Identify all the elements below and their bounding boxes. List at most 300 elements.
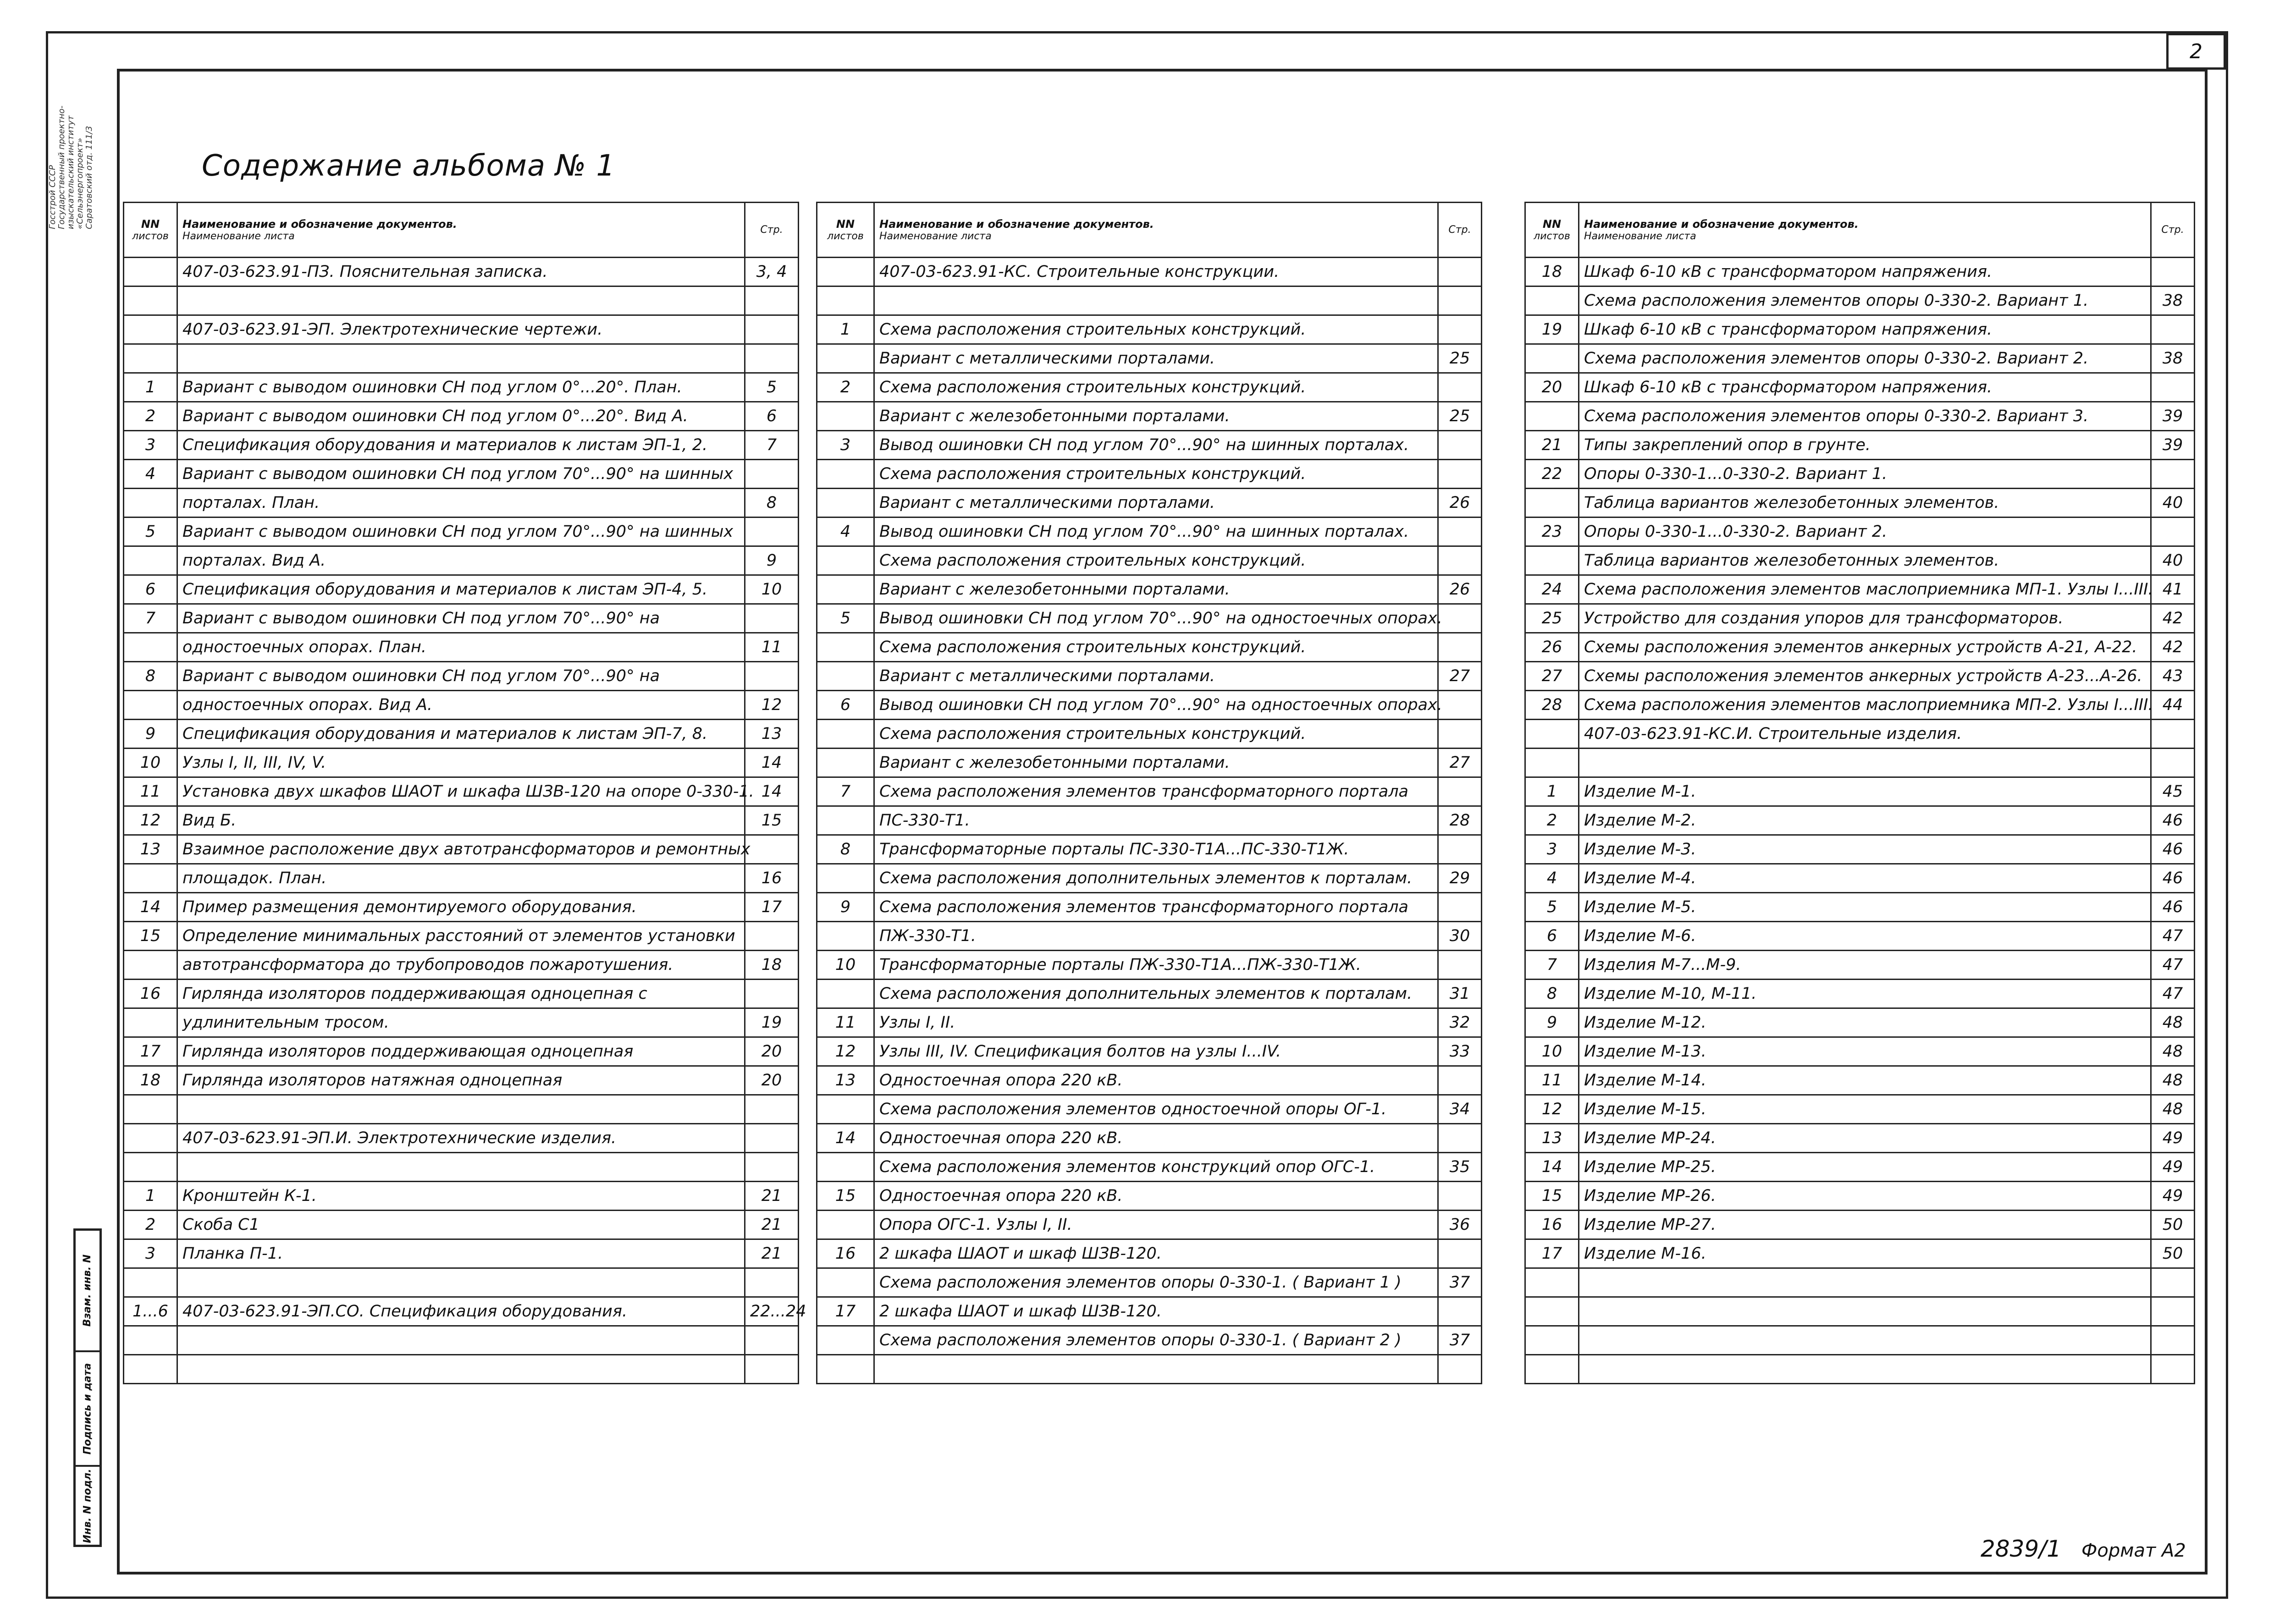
- row-document-name: порталах. Вид А.: [177, 546, 745, 575]
- row-page: [1438, 893, 1482, 922]
- row-document-name: [177, 286, 745, 315]
- page-title: Содержание альбома № 1: [202, 149, 616, 183]
- table-row: [124, 1095, 799, 1124]
- header-page: Стр.: [745, 203, 799, 258]
- table-row: [1525, 546, 2195, 575]
- row-page: 47: [2151, 922, 2195, 951]
- row-page: [745, 662, 799, 691]
- row-sheet-number: [124, 1008, 177, 1037]
- row-sheet-number: 2: [124, 402, 177, 431]
- table-row: [817, 575, 1482, 604]
- row-sheet-number: 11: [124, 777, 177, 806]
- row-page: [2151, 1355, 2195, 1384]
- row-sheet-number: [817, 1355, 874, 1384]
- row-sheet-number: 24: [1525, 575, 1579, 604]
- row-sheet-number: 8: [124, 662, 177, 691]
- row-page: [745, 1355, 799, 1384]
- row-document-name: Вариант с выводом ошиновки СН под углом 70°...90° на шинных: [177, 517, 745, 546]
- row-document-name: 2 шкафа ШАОТ и шкаф ШЗВ-120.: [874, 1239, 1438, 1268]
- row-sheet-number: 10: [817, 951, 874, 980]
- table-row: [817, 835, 1482, 864]
- row-document-name: Вариант с железобетонными порталами.: [874, 575, 1438, 604]
- row-page: 48: [2151, 1037, 2195, 1066]
- row-page: 49: [2151, 1153, 2195, 1182]
- row-document-name: Шкаф 6-10 кВ с трансформатором напряжения.: [1579, 315, 2151, 344]
- row-page: 49: [2151, 1124, 2195, 1153]
- row-document-name: Одностоечная опора 220 кВ.: [874, 1124, 1438, 1153]
- row-document-name: Схема расположения строительных конструкций.: [874, 460, 1438, 489]
- row-document-name: Схема расположения элементов опоры 0-330-2. Вариант 2.: [1579, 344, 2151, 373]
- row-document-name: Изделие М-6.: [1579, 922, 2151, 951]
- table-row: [1525, 402, 2195, 431]
- row-sheet-number: 10: [1525, 1037, 1579, 1066]
- header-nn: NN: [836, 218, 855, 231]
- row-page: 8: [745, 489, 799, 517]
- row-sheet-number: 9: [1525, 1008, 1579, 1037]
- table-row: [1525, 633, 2195, 662]
- row-page: 40: [2151, 489, 2195, 517]
- table-row: [1525, 1066, 2195, 1095]
- row-sheet-number: 6: [817, 691, 874, 720]
- row-page: 37: [1438, 1326, 1482, 1355]
- table-row: [124, 1037, 799, 1066]
- row-sheet-number: 19: [1525, 315, 1579, 344]
- row-page: 48: [2151, 1095, 2195, 1124]
- row-sheet-number: 15: [124, 922, 177, 951]
- table-row: [124, 1355, 799, 1384]
- row-document-name: Изделие МР-27.: [1579, 1211, 2151, 1239]
- row-page: [1438, 835, 1482, 864]
- row-document-name: Определение минимальных расстояний от элементов установки: [177, 922, 745, 951]
- row-document-name: Схема расположения строительных конструкций.: [874, 720, 1438, 749]
- side-stamp: [73, 1228, 102, 1547]
- sheet-format: Формат А2: [2081, 1540, 2186, 1561]
- row-page: [2151, 315, 2195, 344]
- row-page: 37: [1438, 1268, 1482, 1297]
- header-document-title: Наименование и обозначение документов.: [182, 218, 457, 231]
- row-document-name: Вариант с металлическими порталами.: [874, 662, 1438, 691]
- row-sheet-number: [124, 315, 177, 344]
- header-document-title: Наименование и обозначение документов.: [879, 218, 1154, 231]
- row-document-name: Схема расположения элементов опоры 0-330-1. ( Вариант 1 ): [874, 1268, 1438, 1297]
- row-document-name: ПС-330-Т1.: [874, 806, 1438, 835]
- row-page: 3, 4: [745, 258, 799, 286]
- row-sheet-number: 10: [124, 749, 177, 777]
- row-sheet-number: 15: [1525, 1182, 1579, 1211]
- row-page: [745, 604, 799, 633]
- row-sheet-number: [817, 489, 874, 517]
- corner-stamp-line: Государственный проектно-: [57, 105, 66, 229]
- table-row: [1525, 1239, 2195, 1268]
- row-page: 14: [745, 749, 799, 777]
- row-sheet-number: [817, 1095, 874, 1124]
- row-page: 21: [745, 1211, 799, 1239]
- row-document-name: Взаимное расположение двух автотрансформаторов и ремонтных: [177, 835, 745, 864]
- row-sheet-number: 4: [817, 517, 874, 546]
- table-row: [1525, 864, 2195, 893]
- row-page: [2151, 460, 2195, 489]
- table-row: [124, 720, 799, 749]
- row-sheet-number: 3: [124, 1239, 177, 1268]
- row-document-name: Изделие М-1.: [1579, 777, 2151, 806]
- table-row: [1525, 777, 2195, 806]
- row-document-name: Схема расположения дополнительных элементов к порталам.: [874, 980, 1438, 1008]
- contents-table-middle: [816, 202, 1482, 1384]
- row-page: [745, 517, 799, 546]
- row-page: 20: [745, 1066, 799, 1095]
- row-page: 48: [2151, 1066, 2195, 1095]
- row-page: 38: [2151, 344, 2195, 373]
- row-document-name: Узлы I, II, III, IV, V.: [177, 749, 745, 777]
- row-sheet-number: 1: [124, 1182, 177, 1211]
- row-document-name: Схема расположения элементов трансформаторного портала: [874, 893, 1438, 922]
- row-sheet-number: 22: [1525, 460, 1579, 489]
- row-page: 38: [2151, 286, 2195, 315]
- row-sheet-number: 20: [1525, 373, 1579, 402]
- row-page: 12: [745, 691, 799, 720]
- table-row: [124, 893, 799, 922]
- row-sheet-number: 13: [124, 835, 177, 864]
- table-row: [1525, 344, 2195, 373]
- table-row: [817, 286, 1482, 315]
- row-page: [2151, 517, 2195, 546]
- table-row: [124, 344, 799, 373]
- row-document-name: Вывод ошиновки СН под углом 70°...90° на одностоечных опорах.: [874, 691, 1438, 720]
- row-document-name: Схема расположения строительных конструкций.: [874, 546, 1438, 575]
- row-page: 45: [2151, 777, 2195, 806]
- row-page: 21: [745, 1239, 799, 1268]
- table-row: [1525, 662, 2195, 691]
- table-row: [124, 633, 799, 662]
- table-row: [817, 691, 1482, 720]
- row-document-name: Изделие МР-26.: [1579, 1182, 2151, 1211]
- row-document-name: [177, 344, 745, 373]
- row-page: 11: [745, 633, 799, 662]
- table-row: [1525, 575, 2195, 604]
- table-row: [817, 662, 1482, 691]
- table-row: [817, 1095, 1482, 1124]
- row-document-name: Узлы I, II.: [874, 1008, 1438, 1037]
- table-row: [124, 1153, 799, 1182]
- row-page: 50: [2151, 1211, 2195, 1239]
- row-page: 32: [1438, 1008, 1482, 1037]
- row-sheet-number: 14: [1525, 1153, 1579, 1182]
- row-page: 33: [1438, 1037, 1482, 1066]
- row-page: 43: [2151, 662, 2195, 691]
- row-document-name: Схема расположения элементов маслоприемника МП-2. Узлы I...III.: [1579, 691, 2151, 720]
- row-document-name: удлинительным тросом.: [177, 1008, 745, 1037]
- header-sheet-name: Наименование листа: [879, 231, 992, 242]
- row-sheet-number: 1: [1525, 777, 1579, 806]
- row-page: 27: [1438, 749, 1482, 777]
- row-document-name: Изделие М-3.: [1579, 835, 2151, 864]
- row-document-name: Изделие М-4.: [1579, 864, 2151, 893]
- row-document-name: Вариант с выводом ошиновки СН под углом 70°...90° на: [177, 662, 745, 691]
- row-page: [1438, 777, 1482, 806]
- table-row: [817, 1066, 1482, 1095]
- row-page: [1438, 691, 1482, 720]
- row-sheet-number: 9: [817, 893, 874, 922]
- table-row: [124, 1297, 799, 1326]
- row-page: 18: [745, 951, 799, 980]
- row-page: [1438, 1297, 1482, 1326]
- row-document-name: 407-03-623.91-ПЗ. Пояснительная записка.: [177, 258, 745, 286]
- row-document-name: одностоечных опорах. План.: [177, 633, 745, 662]
- table-row: [1525, 1124, 2195, 1153]
- row-page: [1438, 460, 1482, 489]
- row-page: [745, 1268, 799, 1297]
- row-sheet-number: [1525, 489, 1579, 517]
- row-document-name: Опоры 0-330-1...0-330-2. Вариант 1.: [1579, 460, 2151, 489]
- row-sheet-number: [817, 662, 874, 691]
- row-document-name: 407-03-623.91-КС.И. Строительные изделия.: [1579, 720, 2151, 749]
- table-row: [124, 1326, 799, 1355]
- table-row: [1525, 1153, 2195, 1182]
- row-document-name: Изделия М-7...М-9.: [1579, 951, 2151, 980]
- row-document-name: 407-03-623.91-ЭП. Электротехнические чертежи.: [177, 315, 745, 344]
- table-row: [1525, 604, 2195, 633]
- row-sheet-number: [817, 1211, 874, 1239]
- table-row: [817, 1037, 1482, 1066]
- row-document-name: 407-03-623.91-ЭП.И. Электротехнические изделия.: [177, 1124, 745, 1153]
- row-sheet-number: 27: [1525, 662, 1579, 691]
- row-document-name: [1579, 749, 2151, 777]
- row-sheet-number: [817, 546, 874, 575]
- header-nn: NN: [1542, 218, 1562, 231]
- row-document-name: Схема расположения строительных конструкций.: [874, 633, 1438, 662]
- table-row: [124, 806, 799, 835]
- row-page: [745, 315, 799, 344]
- table-row: [1525, 286, 2195, 315]
- side-stamp-replace-inv: Взам. инв. N: [76, 1231, 99, 1352]
- row-document-name: Трансформаторные порталы ПЖ-330-Т1А...ПЖ-330-Т1Ж.: [874, 951, 1438, 980]
- table-row: [817, 720, 1482, 749]
- row-document-name: Схема расположения элементов одностоечной опоры ОГ-1.: [874, 1095, 1438, 1124]
- table-row: [124, 980, 799, 1008]
- row-sheet-number: 6: [124, 575, 177, 604]
- row-document-name: Устройство для создания упоров для трансформаторов.: [1579, 604, 2151, 633]
- row-page: 16: [745, 864, 799, 893]
- row-page: [2151, 749, 2195, 777]
- header-sheets: листов: [827, 231, 864, 242]
- row-document-name: Пример размещения демонтируемого оборудования.: [177, 893, 745, 922]
- table-row: [817, 922, 1482, 951]
- row-page: 46: [2151, 893, 2195, 922]
- row-page: 42: [2151, 633, 2195, 662]
- row-page: [1438, 1124, 1482, 1153]
- row-sheet-number: [817, 806, 874, 835]
- row-sheet-number: [124, 1326, 177, 1355]
- row-page: 39: [2151, 402, 2195, 431]
- row-sheet-number: 4: [1525, 864, 1579, 893]
- row-document-name: Изделие М-2.: [1579, 806, 2151, 835]
- row-page: [1438, 546, 1482, 575]
- row-sheet-number: [124, 864, 177, 893]
- table-row: [1525, 1297, 2195, 1326]
- table-row: [817, 546, 1482, 575]
- row-sheet-number: 16: [1525, 1211, 1579, 1239]
- row-document-name: площадок. План.: [177, 864, 745, 893]
- row-document-name: Одностоечная опора 220 кВ.: [874, 1182, 1438, 1211]
- table-row: [817, 344, 1482, 373]
- row-document-name: Вариант с выводом ошиновки СН под углом 70°...90° на шинных: [177, 460, 745, 489]
- table-row: [1525, 1037, 2195, 1066]
- row-sheet-number: [817, 633, 874, 662]
- table-row: [1525, 720, 2195, 749]
- corner-stamp-line: «Сельэнергопроект»: [75, 138, 85, 229]
- table-row: [817, 893, 1482, 922]
- row-document-name: Вариант с металлическими порталами.: [874, 489, 1438, 517]
- row-sheet-number: 28: [1525, 691, 1579, 720]
- row-sheet-number: 14: [817, 1124, 874, 1153]
- row-document-name: Изделие МР-24.: [1579, 1124, 2151, 1153]
- table-row: [124, 489, 799, 517]
- table-row: [124, 749, 799, 777]
- row-document-name: Опора ОГС-1. Узлы I, II.: [874, 1211, 1438, 1239]
- row-page: 14: [745, 777, 799, 806]
- table-row: [1525, 1008, 2195, 1037]
- row-page: 21: [745, 1182, 799, 1211]
- table-row: [817, 604, 1482, 633]
- row-sheet-number: [817, 575, 874, 604]
- row-sheet-number: [817, 1326, 874, 1355]
- row-page: 31: [1438, 980, 1482, 1008]
- row-sheet-number: [817, 258, 874, 286]
- row-page: [745, 922, 799, 951]
- row-page: [1438, 1239, 1482, 1268]
- row-sheet-number: 17: [817, 1297, 874, 1326]
- row-document-name: порталах. План.: [177, 489, 745, 517]
- row-page: 39: [2151, 431, 2195, 460]
- table-row: [1525, 1268, 2195, 1297]
- row-sheet-number: 3: [1525, 835, 1579, 864]
- table-row: [1525, 893, 2195, 922]
- table-row: [124, 460, 799, 489]
- row-page: [1438, 315, 1482, 344]
- row-document-name: Скоба С1: [177, 1211, 745, 1239]
- table-row: [817, 951, 1482, 980]
- row-sheet-number: [1525, 720, 1579, 749]
- table-row: [124, 402, 799, 431]
- row-document-name: Спецификация оборудования и материалов к листам ЭП-7, 8.: [177, 720, 745, 749]
- table-row: [1525, 1326, 2195, 1355]
- row-sheet-number: 16: [124, 980, 177, 1008]
- row-document-name: [874, 1355, 1438, 1384]
- row-document-name: 2 шкафа ШАОТ и шкаф ШЗВ-120.: [874, 1297, 1438, 1326]
- row-page: [1438, 604, 1482, 633]
- row-sheet-number: [817, 460, 874, 489]
- table-row: [1525, 951, 2195, 980]
- table-row: [124, 373, 799, 402]
- row-sheet-number: 26: [1525, 633, 1579, 662]
- row-page: 44: [2151, 691, 2195, 720]
- table-row: [817, 1008, 1482, 1037]
- table-row: [817, 749, 1482, 777]
- row-sheet-number: 2: [124, 1211, 177, 1239]
- table-row: [1525, 922, 2195, 951]
- row-sheet-number: 7: [817, 777, 874, 806]
- row-page: 20: [745, 1037, 799, 1066]
- table-row: [124, 1211, 799, 1239]
- row-page: 25: [1438, 344, 1482, 373]
- table-row: [1525, 431, 2195, 460]
- table-row: [1525, 489, 2195, 517]
- document-number: 2839/1: [1981, 1536, 2061, 1562]
- row-page: [2151, 1326, 2195, 1355]
- header-sheet-name: Наименование листа: [1584, 231, 1696, 242]
- table-row: [817, 402, 1482, 431]
- table-row: [1525, 517, 2195, 546]
- table-row: [817, 489, 1482, 517]
- row-page: 25: [1438, 402, 1482, 431]
- row-document-name: Вывод ошиновки СН под углом 70°...90° на одностоечных опорах.: [874, 604, 1438, 633]
- table-header-row: [124, 203, 799, 258]
- row-sheet-number: 13: [1525, 1124, 1579, 1153]
- table-row: [817, 1326, 1482, 1355]
- row-sheet-number: 17: [124, 1037, 177, 1066]
- table-row: [124, 1182, 799, 1211]
- row-page: [1438, 517, 1482, 546]
- row-document-name: Изделие М-15.: [1579, 1095, 2151, 1124]
- table-row: [817, 315, 1482, 344]
- corner-stamp-line: Госстрой СССР: [48, 165, 57, 229]
- row-document-name: [1579, 1355, 2151, 1384]
- header-page: Стр.: [2151, 203, 2195, 258]
- row-sheet-number: 5: [124, 517, 177, 546]
- table-row: [1525, 980, 2195, 1008]
- row-sheet-number: [817, 286, 874, 315]
- row-sheet-number: 16: [817, 1239, 874, 1268]
- row-document-name: автотрансформатора до трубопроводов пожаротушения.: [177, 951, 745, 980]
- row-page: 5: [745, 373, 799, 402]
- row-document-name: ПЖ-330-Т1.: [874, 922, 1438, 951]
- row-document-name: Опоры 0-330-1...0-330-2. Вариант 2.: [1579, 517, 2151, 546]
- row-page: [1438, 373, 1482, 402]
- row-sheet-number: [817, 402, 874, 431]
- row-sheet-number: 17: [1525, 1239, 1579, 1268]
- table-header-row: [1525, 203, 2195, 258]
- row-document-name: Установка двух шкафов ШАОТ и шкафа ШЗВ-120 на опоре 0-330-1.: [177, 777, 745, 806]
- row-sheet-number: [124, 258, 177, 286]
- row-page: 15: [745, 806, 799, 835]
- table-row: [817, 258, 1482, 286]
- row-sheet-number: 18: [1525, 258, 1579, 286]
- table-row: [124, 517, 799, 546]
- row-sheet-number: 9: [124, 720, 177, 749]
- table-row: [124, 1124, 799, 1153]
- row-page: 48: [2151, 1008, 2195, 1037]
- table-row: [1525, 749, 2195, 777]
- row-document-name: Схема расположения дополнительных элементов к порталам.: [874, 864, 1438, 893]
- row-page: 30: [1438, 922, 1482, 951]
- table-row: [817, 431, 1482, 460]
- contents-table-right: [1524, 202, 2195, 1384]
- row-page: 22...24: [745, 1297, 799, 1326]
- table-row: [1525, 460, 2195, 489]
- row-page: [2151, 258, 2195, 286]
- table-row: [817, 1124, 1482, 1153]
- header-document-name: [874, 203, 1438, 258]
- row-sheet-number: [1525, 1297, 1579, 1326]
- row-page: [745, 980, 799, 1008]
- row-page: [1438, 286, 1482, 315]
- row-sheet-number: [124, 344, 177, 373]
- row-sheet-number: [124, 1153, 177, 1182]
- row-sheet-number: 14: [124, 893, 177, 922]
- row-page: [745, 286, 799, 315]
- row-sheet-number: [1525, 286, 1579, 315]
- table-row: [124, 922, 799, 951]
